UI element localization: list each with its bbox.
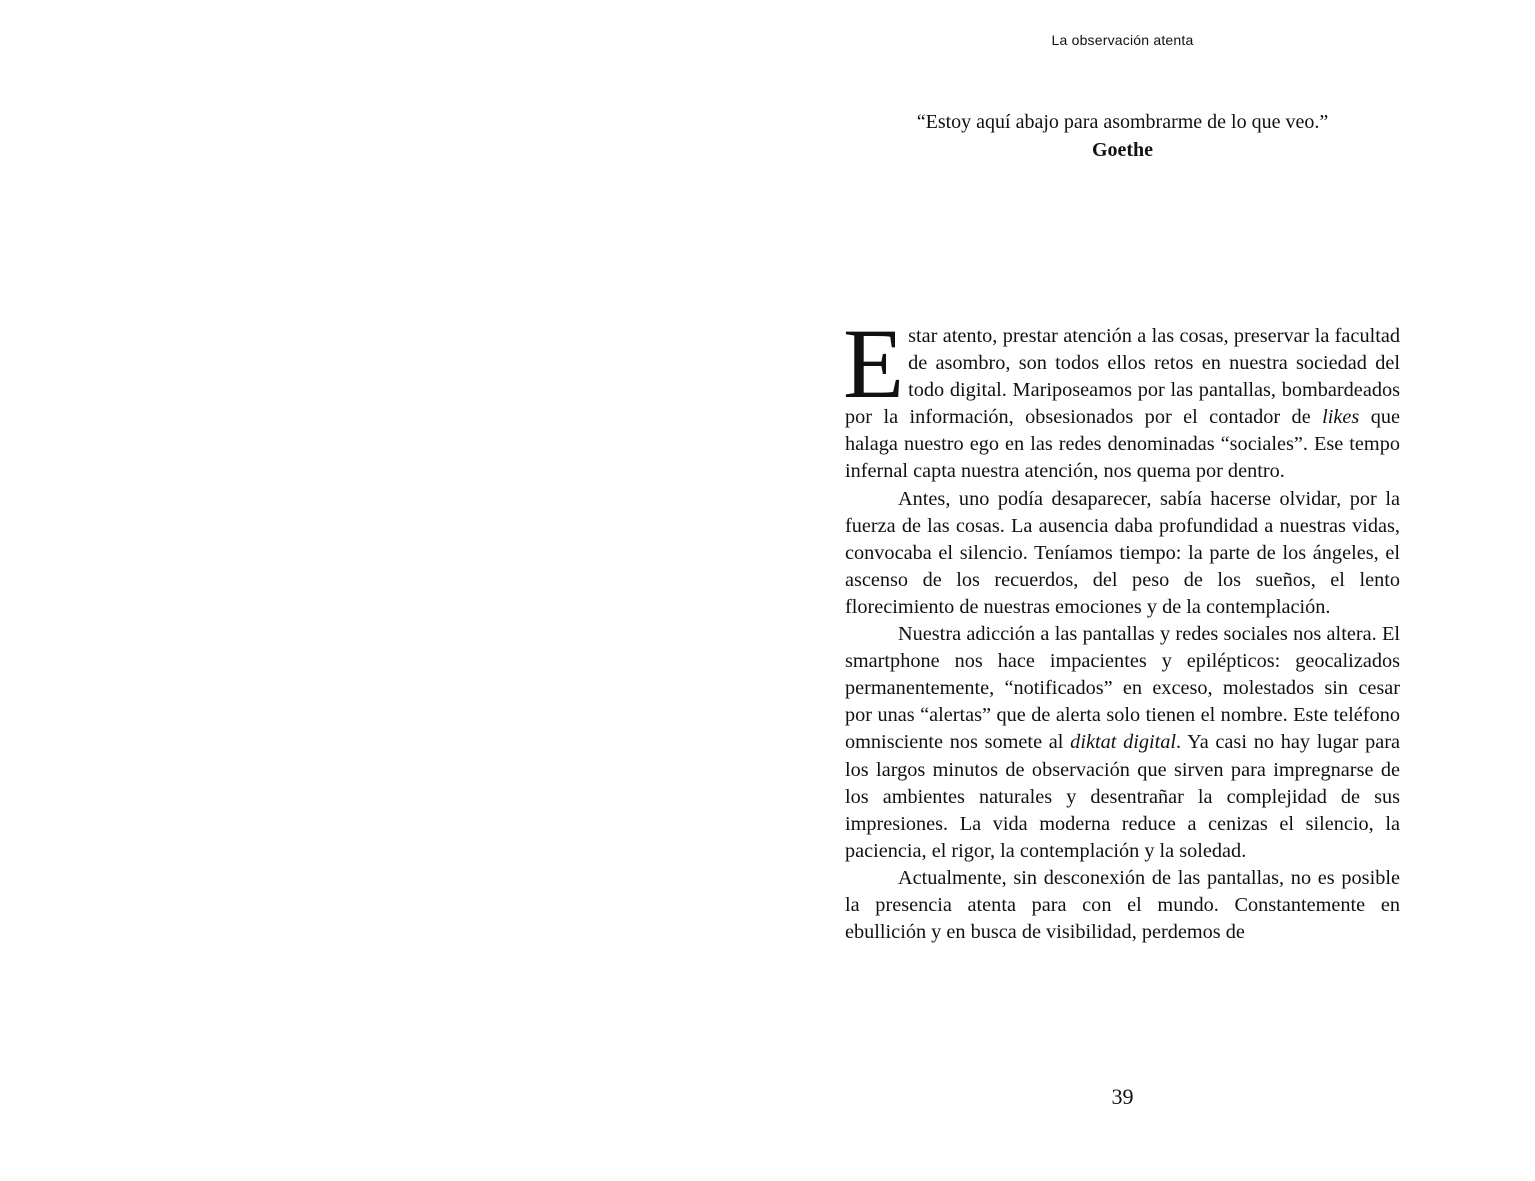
paragraph-3-text-b: . Ya casi no hay lugar para los largos minutos de observación que sirven para impregnarse de los ambientes naturales y desentrañar la complejidad de sus impresiones. La vida moderna reduce a cenizas el silencio, la paciencia, el rigor, la contemplación y la soledad.: [845, 731, 1400, 862]
paragraph-1-italic: likes: [1322, 406, 1360, 429]
paragraph-3: [845, 621, 1400, 865]
epigraph-quote: “Estoy aquí abajo para asombrarme de lo que veo.”: [916, 111, 1329, 133]
paragraph-4: Actualmente, sin desconexión de las pantallas, no es posible la presencia atenta para con el mundo. Constantemente en ebullición y en busca de visibilidad, perdemos de: [845, 866, 1400, 944]
epigraph: [845, 108, 1400, 164]
paragraph-1: [843, 308, 1400, 486]
blank-left-page: [0, 0, 760, 1181]
running-head: La observación atenta: [1051, 32, 1194, 48]
paragraph-3-text-a: Nuestra adicción a las pantallas y redes sociales nos altera. El smartphone nos hace impacientes y epilépticos: geocalizados permanentemente, “notificados” en exceso, molestados sin cesar por unas “alertas” que de alerta solo tienen el nombre. Este teléfono omnisciente nos somete al: [845, 623, 1400, 754]
drop-cap: E: [843, 308, 905, 419]
paragraph-1-text-a: star atento, prestar atención a las cosas, preservar la facultad de asombro, son todos ellos retos en nuestra sociedad del todo digital. Mariposeamos por las pantallas, bombardeados por la información, obsesionados por el contador de: [845, 325, 1400, 429]
paragraph-3-italic: diktat digital: [1070, 731, 1177, 754]
epigraph-author: Goethe: [1091, 139, 1154, 161]
paragraph-1-text-b: que halaga nuestro ego en las redes denominadas “sociales”. Ese tempo infernal capta nuestra atención, nos quema por dentro.: [845, 406, 1400, 483]
page-number: 39: [1111, 1084, 1134, 1109]
paragraph-2: Antes, uno podía desaparecer, sabía hacerse olvidar, por la fuerza de las cosas. La ausencia daba profundidad a nuestras vidas, convocaba el silencio. Teníamos tiempo: la parte de los ángeles, el ascenso de los recuerdos, del peso de los sueños, el lento florecimiento de nuestras emociones y de la contemplación.: [845, 487, 1400, 618]
chapter-body: [843, 308, 1400, 946]
